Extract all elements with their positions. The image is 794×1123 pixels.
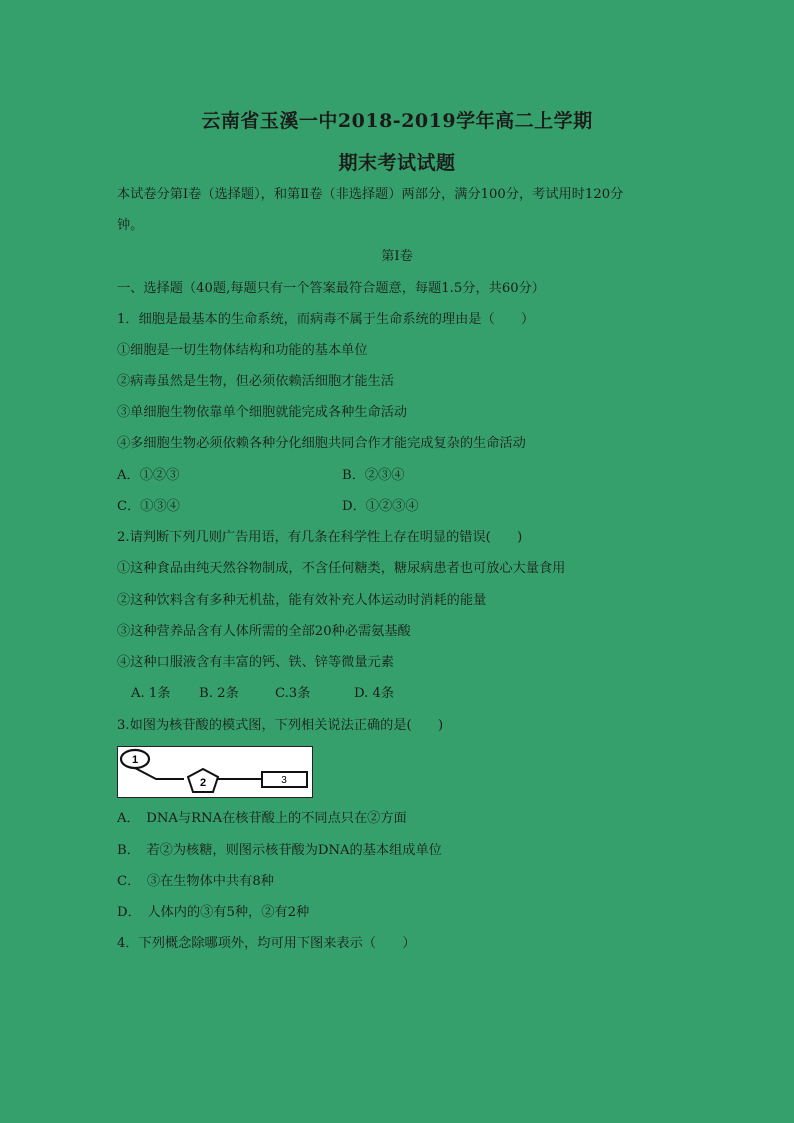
q2-item: ③这种营养品含有人体所需的全部20种必需氨基酸	[117, 624, 411, 639]
q1-item: ②病毒虽然是生物，但必须依赖活细胞才能生活	[117, 374, 394, 389]
q2-option-a: A. 1条	[131, 686, 171, 701]
label-3: 3	[281, 775, 287, 786]
q2-item: ②这种饮料含有多种无机盐，能有效补充人体运动时消耗的能量	[117, 593, 487, 608]
bond-line-1	[135, 768, 184, 779]
q1-option-b: B．②③④	[342, 468, 405, 483]
q3-option-c: C． ③在生物体中共有8种	[117, 874, 274, 889]
q2-option-b: B. 2条	[199, 686, 239, 701]
q1-stem: 1．细胞是最基本的生命系统，而病毒不属于生命系统的理由是（ ）	[117, 312, 535, 327]
q2-item: ④这种口服液含有丰富的钙、铁、锌等微量元素	[117, 655, 394, 670]
nucleotide-diagram-svg	[118, 747, 312, 797]
exam-title: 云南省玉溪一中2018-2019学年高二上学期	[201, 110, 593, 132]
intro-text: 本试卷分第Ⅰ卷（选择题），和第Ⅱ卷（非选择题）两部分，满分100分，考试用时120分	[117, 187, 624, 202]
nucleotide-diagram	[117, 746, 313, 798]
q3-option-b: B． 若②为核糖，则图示核苷酸为DNA的基本组成单位	[117, 843, 442, 858]
q4-stem: 4．下列概念除哪项外，均可用下图来表示（ ）	[117, 936, 416, 951]
q1-item: ①细胞是一切生物体结构和功能的基本单位	[117, 343, 368, 358]
q2-option-c: C.3条	[275, 686, 311, 701]
part1-heading: 第Ⅰ卷	[381, 249, 413, 264]
section-heading: 一、选择题（40题,每题只有一个答案最符合题意，每题1.5分，共60分）	[117, 281, 545, 296]
q1-option-c: C．①③④	[117, 499, 180, 514]
exam-subtitle: 期末考试试题	[338, 152, 456, 174]
q1-option-d: D．①②③④	[342, 499, 419, 514]
label-2: 2	[199, 777, 207, 789]
intro-text-cont: 钟。	[117, 218, 144, 233]
label-1: 1	[131, 754, 139, 766]
q3-option-d: D． 人体内的③有5种，②有2种	[117, 905, 310, 920]
q2-options	[131, 685, 394, 703]
q3-option-a: A． DNA与RNA在核苷酸上的不同点只在②方面	[117, 811, 407, 826]
q3-stem: 3.如图为核苷酸的模式图，下列相关说法正确的是( )	[117, 718, 444, 733]
q1-item: ④多细胞生物必须依赖各种分化细胞共同合作才能完成复杂的生命活动	[117, 436, 526, 451]
q2-item: ①这种食品由纯天然谷物制成，不含任何糖类，糖尿病患者也可放心大量食用	[117, 561, 566, 576]
q1-item: ③单细胞生物依靠单个细胞就能完成各种生命活动	[117, 405, 408, 420]
q1-option-a: A．①②③	[117, 468, 180, 483]
q2-option-d: D. 4条	[354, 686, 395, 701]
q2-stem: 2.请判断下列几则广告用语，有几条在科学性上存在明显的错误( )	[117, 530, 523, 545]
